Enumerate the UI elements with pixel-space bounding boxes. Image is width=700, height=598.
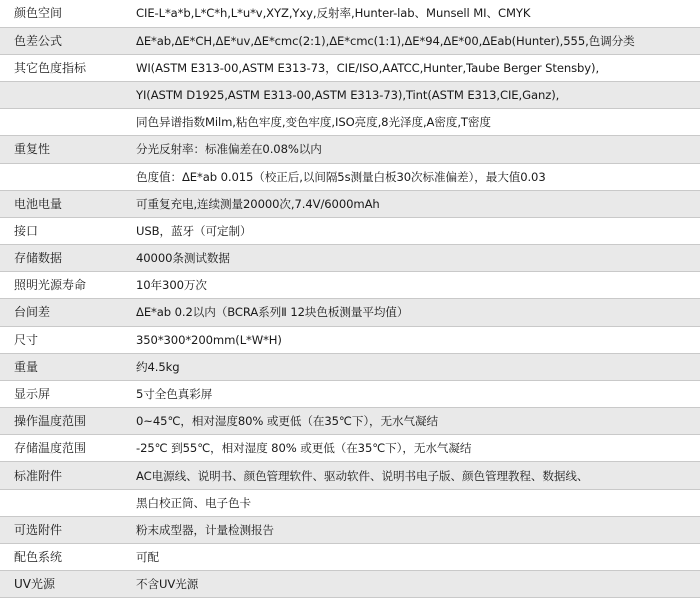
spec-label (0, 489, 132, 516)
spec-label (0, 163, 132, 190)
spec-label: 其它色度指标 (0, 54, 132, 81)
spec-label: 可选附件 (0, 516, 132, 543)
spec-row (0, 408, 700, 435)
spec-row (0, 299, 700, 326)
spec-value: ΔE*ab,ΔE*CH,ΔE*uv,ΔE*cmc(2:1),ΔE*cmc(1:1),ΔE*94,ΔE*00,ΔEab(Hunter),555,色调分类 (132, 27, 700, 54)
spec-row (0, 109, 700, 136)
spec-label: 标准附件 (0, 462, 132, 489)
spec-label: 色差公式 (0, 27, 132, 54)
spec-row (0, 543, 700, 570)
spec-value: 350*300*200mm(L*W*H) (132, 326, 700, 353)
spec-row (0, 27, 700, 54)
spec-label: 显示屏 (0, 380, 132, 407)
spec-value: -25℃ 到55℃，相对湿度 80% 或更低（在35℃下），无水气凝结 (132, 435, 700, 462)
spec-label: 接口 (0, 217, 132, 244)
spec-label: 颜色空间 (0, 0, 132, 27)
spec-label: 重复性 (0, 136, 132, 163)
spec-row (0, 163, 700, 190)
spec-value: 粉末成型器，计量检测报告 (132, 516, 700, 543)
spec-value: YI(ASTM D1925,ASTM E313-00,ASTM E313-73),Tint(ASTM E313,CIE,Ganz), (132, 82, 700, 109)
spec-label (0, 82, 132, 109)
spec-row (0, 245, 700, 272)
spec-label (0, 109, 132, 136)
spec-row (0, 217, 700, 244)
spec-row (0, 462, 700, 489)
spec-label: 重量 (0, 353, 132, 380)
spec-row (0, 489, 700, 516)
spec-value: 可重复充电,连续测量20000次,7.4V/6000mAh (132, 190, 700, 217)
spec-row (0, 380, 700, 407)
spec-row (0, 326, 700, 353)
spec-value: 5寸全色真彩屏 (132, 380, 700, 407)
spec-value: AC电源线、说明书、颜色管理软件、驱动软件、说明书电子版、颜色管理教程、数据线、 (132, 462, 700, 489)
spec-value: ΔE*ab 0.2以内（BCRA系列Ⅱ 12块色板测量平均值） (132, 299, 700, 326)
spec-value: 40000条测试数据 (132, 245, 700, 272)
spec-row (0, 516, 700, 543)
spec-value: CIE-L*a*b,L*C*h,L*u*v,XYZ,Yxy,反射率,Hunter-lab、Munsell MI、CMYK (132, 0, 700, 27)
spec-row (0, 82, 700, 109)
spec-row (0, 353, 700, 380)
spec-value: 黑白校正筒、电子色卡 (132, 489, 700, 516)
spec-value: 约4.5kg (132, 353, 700, 380)
spec-value: 同色异谱指数Milm,粘色牢度,变色牢度,ISO亮度,8光泽度,A密度,T密度 (132, 109, 700, 136)
spec-label: 存储温度范围 (0, 435, 132, 462)
spec-label: 台间差 (0, 299, 132, 326)
spec-value: 0~45℃，相对湿度80% 或更低（在35℃下），无水气凝结 (132, 408, 700, 435)
spec-label: 配色系统 (0, 543, 132, 570)
spec-label: 操作温度范围 (0, 408, 132, 435)
spec-value: 10年300万次 (132, 272, 700, 299)
spec-row (0, 54, 700, 81)
spec-value: 可配 (132, 543, 700, 570)
spec-label: 照明光源寿命 (0, 272, 132, 299)
spec-value: 不含UV光源 (132, 571, 700, 598)
spec-row (0, 272, 700, 299)
spec-value: 色度值：ΔE*ab 0.015（校正后,以间隔5s测量白板30次标准偏差），最大值0.03 (132, 163, 700, 190)
spec-label: 电池电量 (0, 190, 132, 217)
spec-label: 尺寸 (0, 326, 132, 353)
spec-label: 存储数据 (0, 245, 132, 272)
spec-label: UV光源 (0, 571, 132, 598)
spec-value: 分光反射率：标准偏差在0.08%以内 (132, 136, 700, 163)
spec-row (0, 571, 700, 598)
spec-row (0, 435, 700, 462)
spec-value: USB，蓝牙（可定制） (132, 217, 700, 244)
spec-row (0, 136, 700, 163)
spec-value: WI(ASTM E313-00,ASTM E313-73，CIE/ISO,AATCC,Hunter,Taube Berger Stensby), (132, 54, 700, 81)
spec-row (0, 190, 700, 217)
spec-row (0, 0, 700, 27)
